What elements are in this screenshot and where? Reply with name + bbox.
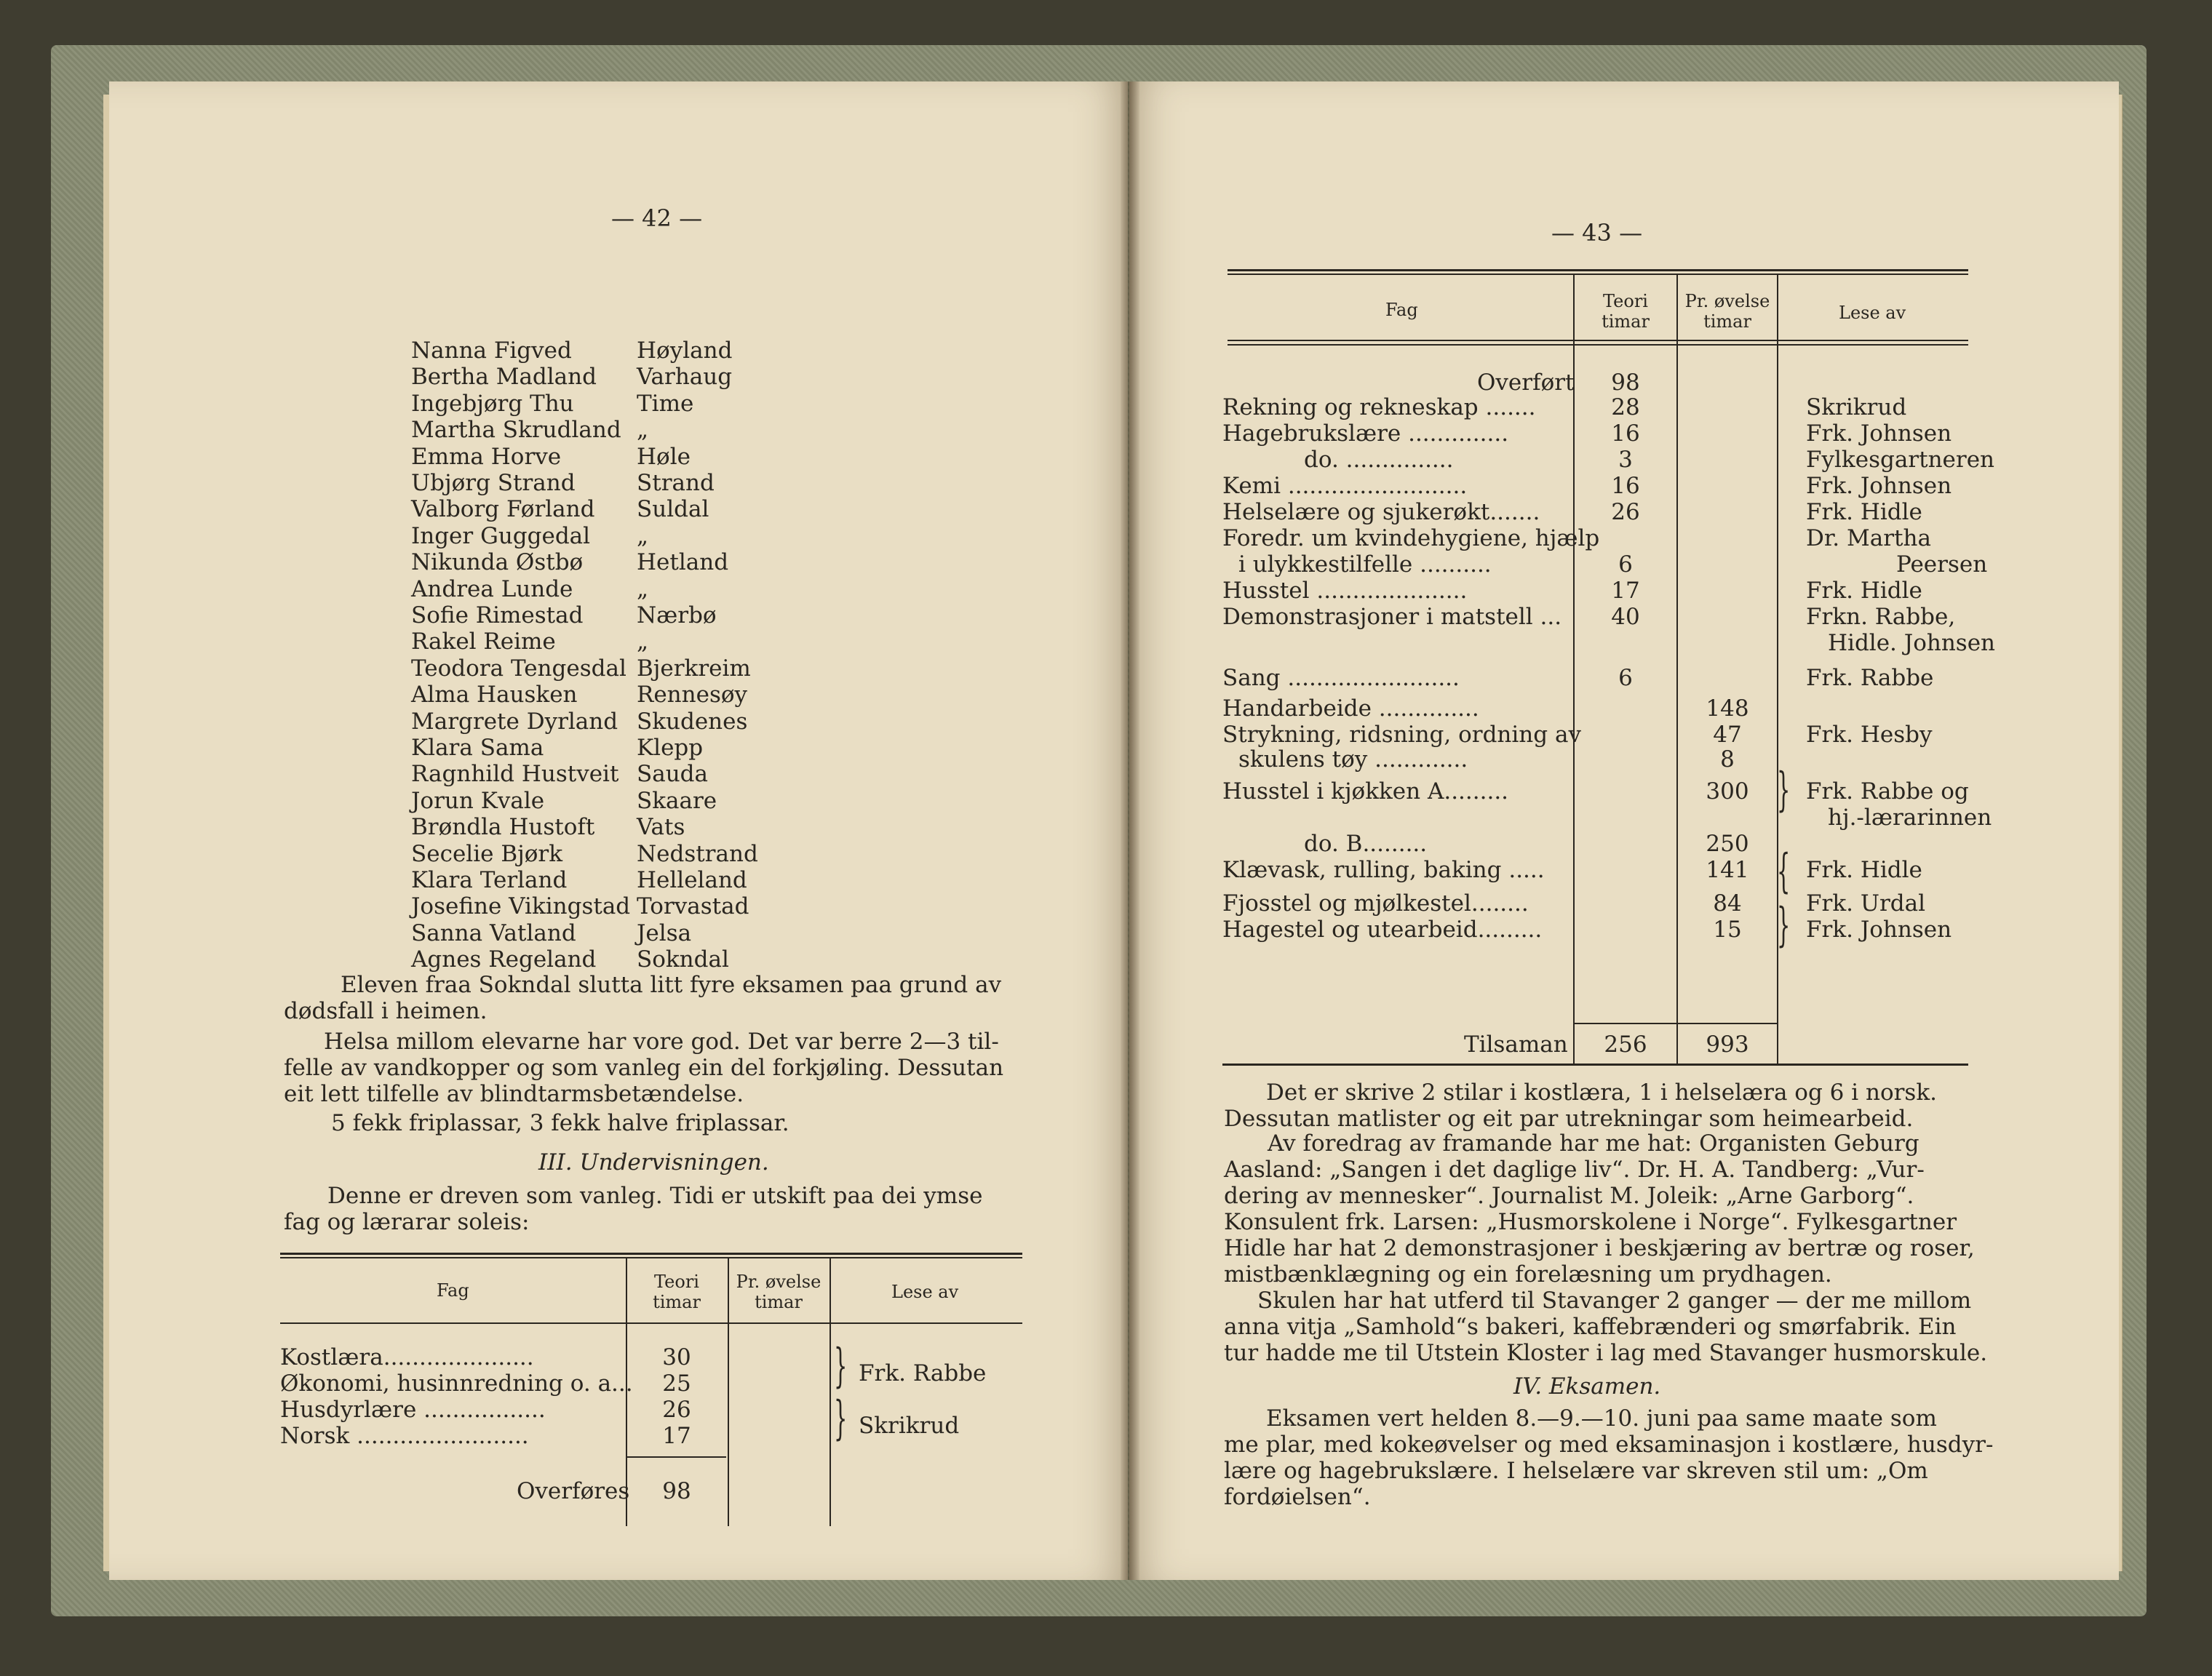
- student-name: Klara Sama: [411, 735, 544, 761]
- table-cell-lese: Frk. Hidle: [1806, 578, 1922, 604]
- table-cell-teori: 28: [1611, 394, 1640, 420]
- table-rule: [1222, 1064, 1968, 1066]
- student-name: Emma Horve: [411, 444, 562, 470]
- table-cell: 17: [662, 1423, 691, 1449]
- table-cell-ovelse: 300: [1706, 778, 1749, 805]
- table-cell-teori: 6: [1618, 665, 1633, 691]
- student-name: Klara Terland: [411, 867, 568, 893]
- paragraph-line: Av foredrag av framande har me hat: Organisten Geburg: [1268, 1130, 1919, 1157]
- table-cell: 26: [662, 1397, 691, 1423]
- student-name: Agnes Regeland: [411, 946, 597, 973]
- paragraph-line: Det er skrive 2 stilar i kostlæra, 1 i helselæra og 6 i norsk.: [1266, 1080, 1937, 1106]
- table-rule: [1228, 344, 1968, 346]
- paragraph-line: Helsa millom elevarne har vore god. Det var berre 2—3 til-: [324, 1029, 999, 1055]
- student-place: Bjerkreim: [637, 655, 751, 682]
- student-name: Inger Guggedal: [411, 523, 591, 549]
- table-rule: [280, 1322, 1022, 1324]
- header-teori: Teori: [1603, 291, 1648, 311]
- student-name: Valborg Førland: [411, 496, 595, 522]
- table-cell-lese: Frk. Urdal: [1806, 890, 1926, 917]
- header-ovelse: timar: [755, 1292, 803, 1312]
- table-cell-ovelse: 250: [1706, 831, 1749, 857]
- table-cell-fag: Husstel i kjøkken A.........: [1222, 778, 1509, 805]
- table-cell-fag: Sang ........................: [1222, 665, 1460, 691]
- table-cell-teori: 16: [1611, 420, 1640, 447]
- table-cell-lese: Frk. Rabbe: [1806, 665, 1934, 691]
- table-cell-fag: do. ...............: [1304, 447, 1454, 473]
- table-cell-ovelse: 8: [1720, 746, 1735, 773]
- paragraph-line: Hidle har hat 2 demonstrasjoner i beskjæring av bertræ og roser,: [1224, 1235, 1975, 1261]
- paragraph-line: tur hadde me til Utstein Kloster i lag med Stavanger husmorskule.: [1224, 1340, 1988, 1366]
- table-cell-ovelse: 15: [1713, 917, 1742, 943]
- total-ovelse: 993: [1706, 1031, 1749, 1058]
- table-rule: [1228, 274, 1968, 275]
- table-cell: Økonomi, husinnredning o. a...: [280, 1370, 633, 1397]
- student-name: Josefine Vikingstad: [411, 893, 631, 919]
- student-name: Ragnhild Hustveit: [411, 761, 619, 787]
- brace: }: [834, 1339, 848, 1393]
- header-teori: Teori: [654, 1272, 699, 1292]
- student-place: „: [637, 628, 649, 655]
- paragraph-line: Eleven fraa Sokndal slutta litt fyre eksamen paa grund av: [341, 972, 1002, 998]
- table-cell-fag: Husstel .....................: [1222, 578, 1468, 604]
- table-cell-ovelse: 148: [1706, 695, 1749, 722]
- paragraph-line: 5 fekk friplassar, 3 fekk halve friplassar.: [331, 1110, 789, 1136]
- paragraph-line: eit lett tilfelle av blindtarmsbetændelse.: [284, 1081, 744, 1107]
- header-teori: timar: [653, 1292, 701, 1312]
- table-cell-fag: Handarbeide ..............: [1222, 695, 1479, 722]
- carry-label: Overføres: [517, 1478, 630, 1504]
- table-cell-lese: Fylkesgartneren: [1806, 447, 1995, 473]
- student-place: Rennesøy: [637, 682, 748, 708]
- header-teori: timar: [1602, 311, 1650, 332]
- section-title: III. Undervisningen.: [538, 1149, 769, 1176]
- paragraph-line: Aasland: „Sangen i det daglige liv“. Dr. H. A. Tandberg: „Vur-: [1224, 1157, 1925, 1183]
- paragraph-line: fag og lærarar soleis:: [284, 1209, 530, 1235]
- page-number: — 42 —: [611, 204, 703, 232]
- table-cell-lese: Frk. Johnsen: [1806, 473, 1952, 499]
- table-cell: 25: [662, 1370, 691, 1397]
- brace: {: [1777, 845, 1791, 898]
- student-place: Klepp: [637, 735, 704, 761]
- right-page: [1129, 81, 2119, 1580]
- student-name: Nanna Figved: [411, 338, 572, 364]
- student-place: Torvastad: [637, 893, 749, 919]
- table-cell-teori: 26: [1611, 499, 1640, 525]
- table-cell-teori: 6: [1618, 551, 1633, 578]
- student-name: Rakel Reime: [411, 628, 556, 655]
- table-cell-lese: Peersen: [1896, 551, 1988, 578]
- student-place: Nedstrand: [637, 841, 758, 867]
- table-cell-lese: Frkn. Rabbe,: [1806, 604, 1956, 630]
- table-cell-lese: Frk. Hidle: [1806, 857, 1922, 883]
- table-cell-teori: 40: [1611, 604, 1640, 630]
- paragraph-line: dering av mennesker“. Journalist M. Joleik: „Arne Garborg“.: [1224, 1183, 1914, 1209]
- student-name: Margrete Dyrland: [411, 709, 618, 735]
- header-ovelse: Pr. øvelse: [736, 1272, 821, 1292]
- table-rule: [1228, 340, 1968, 341]
- table-cell: Husdyrlære .................: [280, 1397, 546, 1423]
- paragraph-line: dødsfall i heimen.: [284, 998, 488, 1024]
- student-name: Ingebjørg Thu: [411, 391, 574, 417]
- table-cell-ovelse: 47: [1713, 722, 1742, 748]
- paragraph-line: Eksamen vert helden 8.—9.—10. juni paa same maate som: [1266, 1405, 1937, 1432]
- table-cell-lese: Frk. Johnsen: [1806, 420, 1952, 447]
- table-rule: [627, 1456, 726, 1458]
- student-place: Sauda: [637, 761, 709, 787]
- student-name: Nikunda Østbø: [411, 549, 584, 575]
- table-cell-fag: Demonstrasjoner i matstell ...: [1222, 604, 1562, 630]
- header-ovelse: timar: [1703, 311, 1751, 332]
- paragraph-line: lære og hagebrukslære. I helselære var skreven stil um: „Om: [1224, 1458, 1928, 1484]
- brace: }: [834, 1392, 848, 1445]
- table-cell-lese: Frk. Rabbe og: [1806, 778, 1969, 805]
- paragraph-line: Skulen har hat utferd til Stavanger 2 ganger — der me millom: [1257, 1288, 1972, 1314]
- student-name: Brøndla Hustoft: [411, 814, 595, 840]
- student-name: Jorun Kvale: [411, 788, 545, 814]
- table-cell: Kostlæra.....................: [280, 1344, 534, 1370]
- teacher-cell: Skrikrud: [859, 1413, 960, 1439]
- table-cell-lese: Frk. Hesby: [1806, 722, 1933, 748]
- student-place: Sokndal: [637, 946, 729, 973]
- table-cell-ovelse: 84: [1713, 890, 1742, 917]
- student-place: „: [637, 417, 649, 443]
- paragraph-line: mistbænklægning og ein forelæsning um prydhagen.: [1224, 1261, 1832, 1288]
- table-cell-fag: Helselære og sjukerøkt.......: [1222, 499, 1540, 525]
- student-place: Nærbø: [637, 602, 717, 628]
- student-place: Varhaug: [637, 364, 733, 390]
- student-name: Martha Skrudland: [411, 417, 621, 443]
- total-label: Tilsaman: [1464, 1031, 1568, 1058]
- student-name: Alma Hausken: [411, 682, 578, 708]
- table-rule: [280, 1253, 1022, 1255]
- student-name: Teodora Tengesdal: [411, 655, 626, 682]
- student-name: Sofie Rimestad: [411, 602, 584, 628]
- table-rule: [1228, 269, 1968, 271]
- header-ovelse: Pr. øvelse: [1684, 291, 1770, 311]
- student-place: Høyland: [637, 338, 733, 364]
- student-place: Time: [637, 391, 694, 417]
- table-cell-lese: Frk. Johnsen: [1806, 917, 1952, 943]
- brace: }: [1777, 898, 1791, 952]
- section-title: IV. Eksamen.: [1513, 1373, 1661, 1400]
- book-gutter: [1121, 81, 1139, 1580]
- table-cell: Norsk ........................: [280, 1423, 529, 1449]
- student-name: Bertha Madland: [411, 364, 597, 390]
- student-place: Høle: [637, 444, 691, 470]
- total-teori: 256: [1604, 1031, 1647, 1058]
- table-rule: [830, 1258, 831, 1526]
- header-lese: Lese av: [1839, 303, 1906, 323]
- table-cell-lese: Frk. Hidle: [1806, 499, 1922, 525]
- table-cell-ovelse: 141: [1706, 857, 1749, 883]
- table-rule: [280, 1257, 1022, 1258]
- student-name: Secelie Bjørk: [411, 841, 562, 867]
- paragraph-line: felle av vandkopper og som vanleg ein del forkjøling. Dessutan: [284, 1055, 1004, 1081]
- table-cell-teori: 3: [1618, 447, 1633, 473]
- table-cell-lese: Hidle. Johnsen: [1828, 630, 1996, 656]
- student-place: Strand: [637, 470, 715, 496]
- teacher-cell: Frk. Rabbe: [859, 1360, 987, 1386]
- student-place: Vats: [637, 814, 685, 840]
- brace: }: [1777, 763, 1791, 817]
- table-cell-fag: Foredr. um kvindehygiene, hjælp: [1222, 525, 1600, 551]
- carry-value: 98: [1611, 370, 1640, 396]
- table-cell-fag: Rekning og rekneskap .......: [1222, 394, 1536, 420]
- paragraph-line: Dessutan matlister og eit par utrekningar som heimearbeid.: [1224, 1106, 1914, 1132]
- table-cell-fag: Fjosstel og mjølkestel........: [1222, 890, 1529, 917]
- paragraph-line: anna vitja „Samhold“s bakeri, kaffebrænderi og smørfabrik. Ein: [1224, 1314, 1957, 1340]
- table-rule: [1676, 275, 1678, 1064]
- student-name: Sanna Vatland: [411, 920, 576, 946]
- student-place: Jelsa: [637, 920, 692, 946]
- paragraph-line: Denne er dreven som vanleg. Tidi er utskift paa dei ymse: [327, 1183, 983, 1209]
- table-cell-fag: Klævask, rulling, baking .....: [1222, 857, 1545, 883]
- table-cell-teori: 17: [1611, 578, 1640, 604]
- table-cell-lese: hj.-lærarinnen: [1828, 805, 1992, 831]
- table-rule: [1575, 1023, 1777, 1024]
- header-fag: Fag: [437, 1280, 469, 1301]
- student-place: Helleland: [637, 867, 747, 893]
- table-cell-fag: Strykning, ridsning, ordning av: [1222, 722, 1581, 748]
- paragraph-line: fordøielsen“.: [1224, 1484, 1371, 1510]
- page-number: — 43 —: [1551, 219, 1643, 247]
- table-cell-fag: Hagestel og utearbeid.........: [1222, 917, 1543, 943]
- student-place: Hetland: [637, 549, 729, 575]
- table-cell-fag: skulens tøy .............: [1238, 746, 1468, 773]
- carry-value: 98: [662, 1478, 691, 1504]
- paragraph-line: Konsulent frk. Larsen: „Husmorskolene i Norge“. Fylkesgartner: [1224, 1209, 1957, 1235]
- header-lese: Lese av: [891, 1282, 959, 1302]
- student-name: Ubjørg Strand: [411, 470, 576, 496]
- student-place: „: [637, 523, 649, 549]
- student-place: Skudenes: [637, 709, 748, 735]
- student-place: Suldal: [637, 496, 709, 522]
- student-place: Skaare: [637, 788, 717, 814]
- table-cell-lese: Skrikrud: [1806, 394, 1907, 420]
- table-cell-fag: Kemi .........................: [1222, 473, 1468, 499]
- table-cell-fag: i ulykkestilfelle ..........: [1238, 551, 1492, 578]
- table-cell-fag: do. B.........: [1304, 831, 1428, 857]
- carry-label: Overført: [1477, 370, 1575, 396]
- paragraph-line: me plar, med kokeøvelser og med eksaminasjon i kostlære, husdyr-: [1224, 1432, 1994, 1458]
- table-cell: 30: [662, 1344, 691, 1370]
- header-fag: Fag: [1385, 300, 1418, 320]
- table-cell-teori: 16: [1611, 473, 1640, 499]
- table-cell-fag: Hagebrukslære ..............: [1222, 420, 1509, 447]
- table-cell-lese: Dr. Martha: [1806, 525, 1931, 551]
- student-name: Andrea Lunde: [411, 576, 573, 602]
- left-page: [109, 81, 1128, 1580]
- student-place: „: [637, 576, 649, 602]
